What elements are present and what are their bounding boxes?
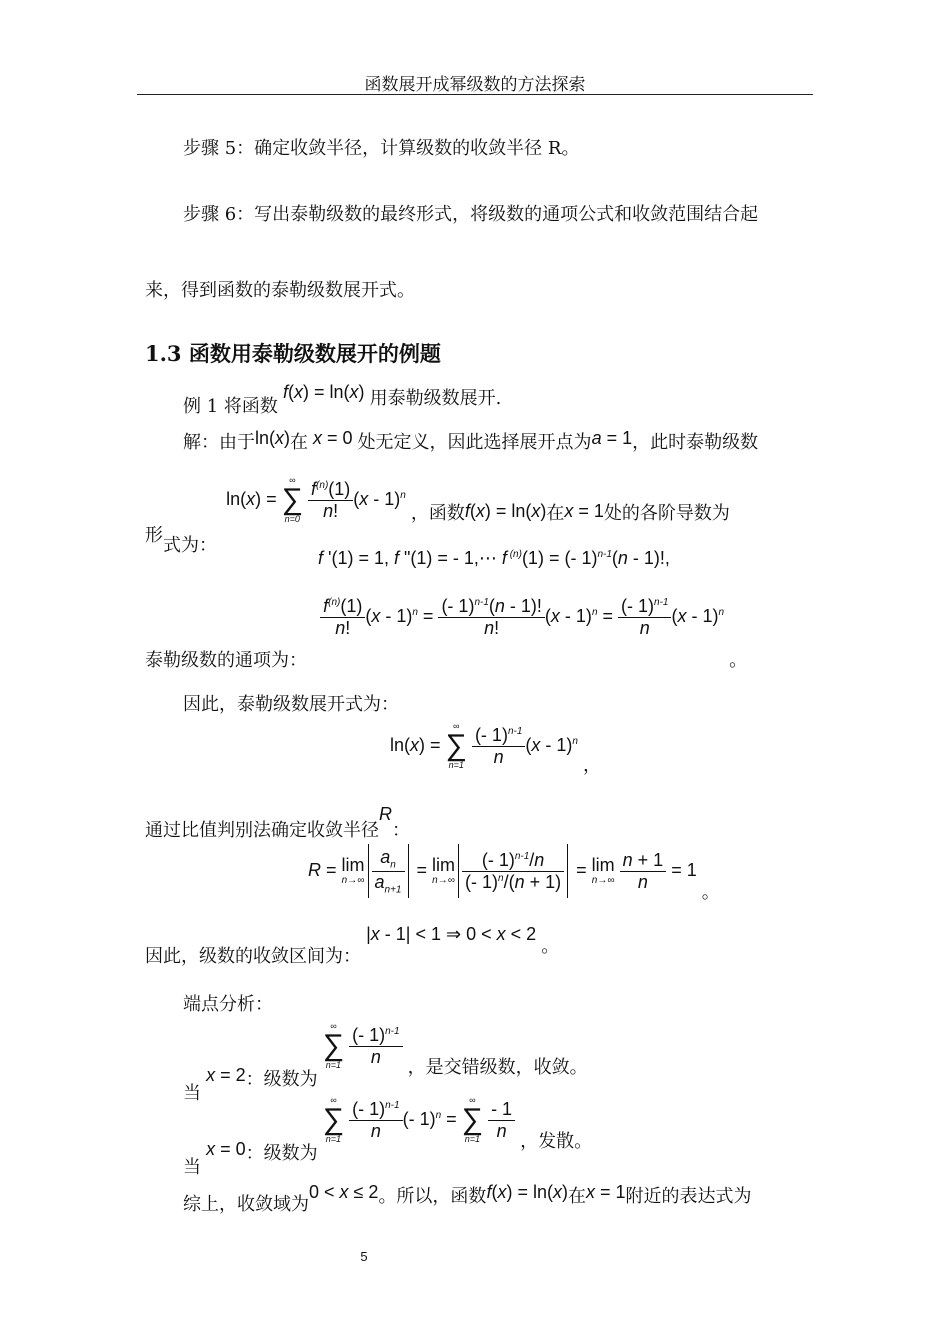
x0-conclusion: ，发散。 xyxy=(520,1130,593,1152)
solution-undefined: 处无定义，因此选择展开点为 xyxy=(357,432,592,453)
summary-expression: 附近的表达式为 xyxy=(625,1186,752,1207)
step-5-text: 步骤 5：确定收敛半径，计算级数的收敛半径 R。 xyxy=(183,138,580,159)
radius-symbol: R xyxy=(379,804,392,824)
x0-line xyxy=(183,1095,593,1178)
therefore-series-label: 因此，泰勒级数展开式为： xyxy=(183,694,399,715)
x0-series-label: ：级数为 xyxy=(245,1142,318,1164)
interval-line xyxy=(145,920,560,967)
ln-x: ln(x) xyxy=(255,428,291,448)
step-6-continuation: 来，得到函数的泰勒级数展开式。 xyxy=(145,280,415,301)
ratio-test-label: 通过比值判别法确定收敛半径 xyxy=(145,820,379,841)
page-number: 5 xyxy=(360,1249,368,1264)
derivatives-formula: f '(1) = 1, f "(1) = - 1,⋯ f $^{(n)}$(1) = (- 1)$^{n-1}$(n - 1)!, xyxy=(318,548,670,568)
interval-formula: |x - 1| < 1 ⇒ 0 < x < 2 xyxy=(366,924,537,944)
form-derivatives: 处的各阶导数为 xyxy=(603,502,730,524)
radius-period: 。 xyxy=(701,881,720,902)
series-expansion-formula: ln(x) = ∞ ∑ n=1 $\frac{(- 1)^{n-1}}{n}$ (x - 1)$^n$ ， xyxy=(390,721,601,775)
x0-series-formula: ∞ ∑ n=1 $\frac{(- 1)^{n-1}}{n}$ (- 1)$^n$ = ∞ ∑ n=1 $\frac{- 1}{n}$ xyxy=(323,1109,520,1129)
function-formula-2: f(x) = ln(x) xyxy=(464,500,547,521)
example-intro-end: 用泰勒级数展开. xyxy=(369,388,502,409)
general-term-label: 泰勒级数的通项为： xyxy=(145,650,307,672)
function-formula: f(x) = ln(x) xyxy=(283,382,365,402)
x2-conclusion: ，是交错级数，收敛。 xyxy=(407,1056,588,1078)
when-label-2: 当 xyxy=(183,1156,201,1178)
example-label: 例 1 将函数 xyxy=(183,396,278,417)
solution-label: 解：由于 xyxy=(183,432,255,453)
page-header-title: 函数展开成幂级数的方法探索 xyxy=(364,75,586,95)
series-comma: ， xyxy=(582,754,601,775)
x-eq-1: x = 1 xyxy=(564,500,604,521)
form-label-2: 式为： xyxy=(163,534,217,556)
solution-at: 在 xyxy=(290,432,309,453)
taylor-series-formula: ln(x) = ∞ ∑ n=0 $\frac{f^{(n)}(1)}{n!}$ (x - 1)$^n$ xyxy=(226,475,406,524)
form-label-1: 形 xyxy=(145,524,163,546)
form-function-label: ，函数 xyxy=(410,502,465,524)
when-label-1: 当 xyxy=(183,1082,201,1104)
x-eq-0: x = 0 xyxy=(308,428,358,448)
x2-series-formula: ∞ ∑ n=1 $\frac{(- 1)^{n-1}}{n}$ xyxy=(323,1035,408,1055)
interval-period: 。 xyxy=(541,936,560,957)
a-eq-1: a = 1 xyxy=(591,428,633,448)
general-term-formula: $\frac{f^{(n)}(1)}{n!}$ (x - 1)$^n$ = $\frac{(- 1)^{n-1}(n - 1)!}{n!}$ (x - 1)$^n$ = $\frac{(- 1)^{n-1}}{n}$ (x - 1)$^n$ xyxy=(320,606,729,626)
general-term-line xyxy=(145,596,748,672)
function-formula-3: f(x) = ln(x) xyxy=(486,1182,568,1202)
x-eq-0-endpoint: x = 0 xyxy=(206,1138,246,1159)
x-eq-2: x = 2 xyxy=(206,1064,246,1085)
x2-series-label: ：级数为 xyxy=(245,1068,318,1090)
x2-line xyxy=(183,1021,588,1104)
interval-label: 因此，级数的收敛区间为： xyxy=(145,946,361,967)
radius-formula: R = lim n→∞ $\frac{a_n}{a_{n+1}}$ = lim n→∞ $\frac{(- 1)^{n-1}/n}{(- 1)^n/(n + 1)}$ = lim n→∞ $\frac{n + 1}{n}$ = 1 。 xyxy=(308,844,720,898)
ratio-test-colon: ： xyxy=(392,820,410,841)
taylor-form-line xyxy=(145,475,730,556)
ratio-test-line xyxy=(145,800,410,841)
summary-label: 综上，收敛域为 xyxy=(183,1194,309,1215)
solution-taylor: ，此时泰勒级数 xyxy=(632,432,759,453)
summary-therefore: 。所以，函数 xyxy=(378,1186,487,1207)
form-at: 在 xyxy=(546,502,565,524)
example-intro xyxy=(183,378,502,417)
summary-line xyxy=(183,1178,752,1215)
endpoint-label: 端点分析： xyxy=(183,994,273,1015)
step-6-text: 步骤 6：写出泰勒级数的最终形式，将级数的通项公式和收敛范围结合起 xyxy=(183,204,759,225)
x-eq-1-summary: x = 1 xyxy=(585,1182,626,1202)
header-rule xyxy=(137,94,813,95)
solution-line xyxy=(183,424,759,453)
section-title: 1.3 函数用泰勒级数展开的例题 xyxy=(145,341,441,366)
general-term-period: 。 xyxy=(729,650,748,672)
summary-at: 在 xyxy=(567,1186,586,1207)
convergence-domain: 0 < x ≤ 2 xyxy=(309,1182,379,1202)
